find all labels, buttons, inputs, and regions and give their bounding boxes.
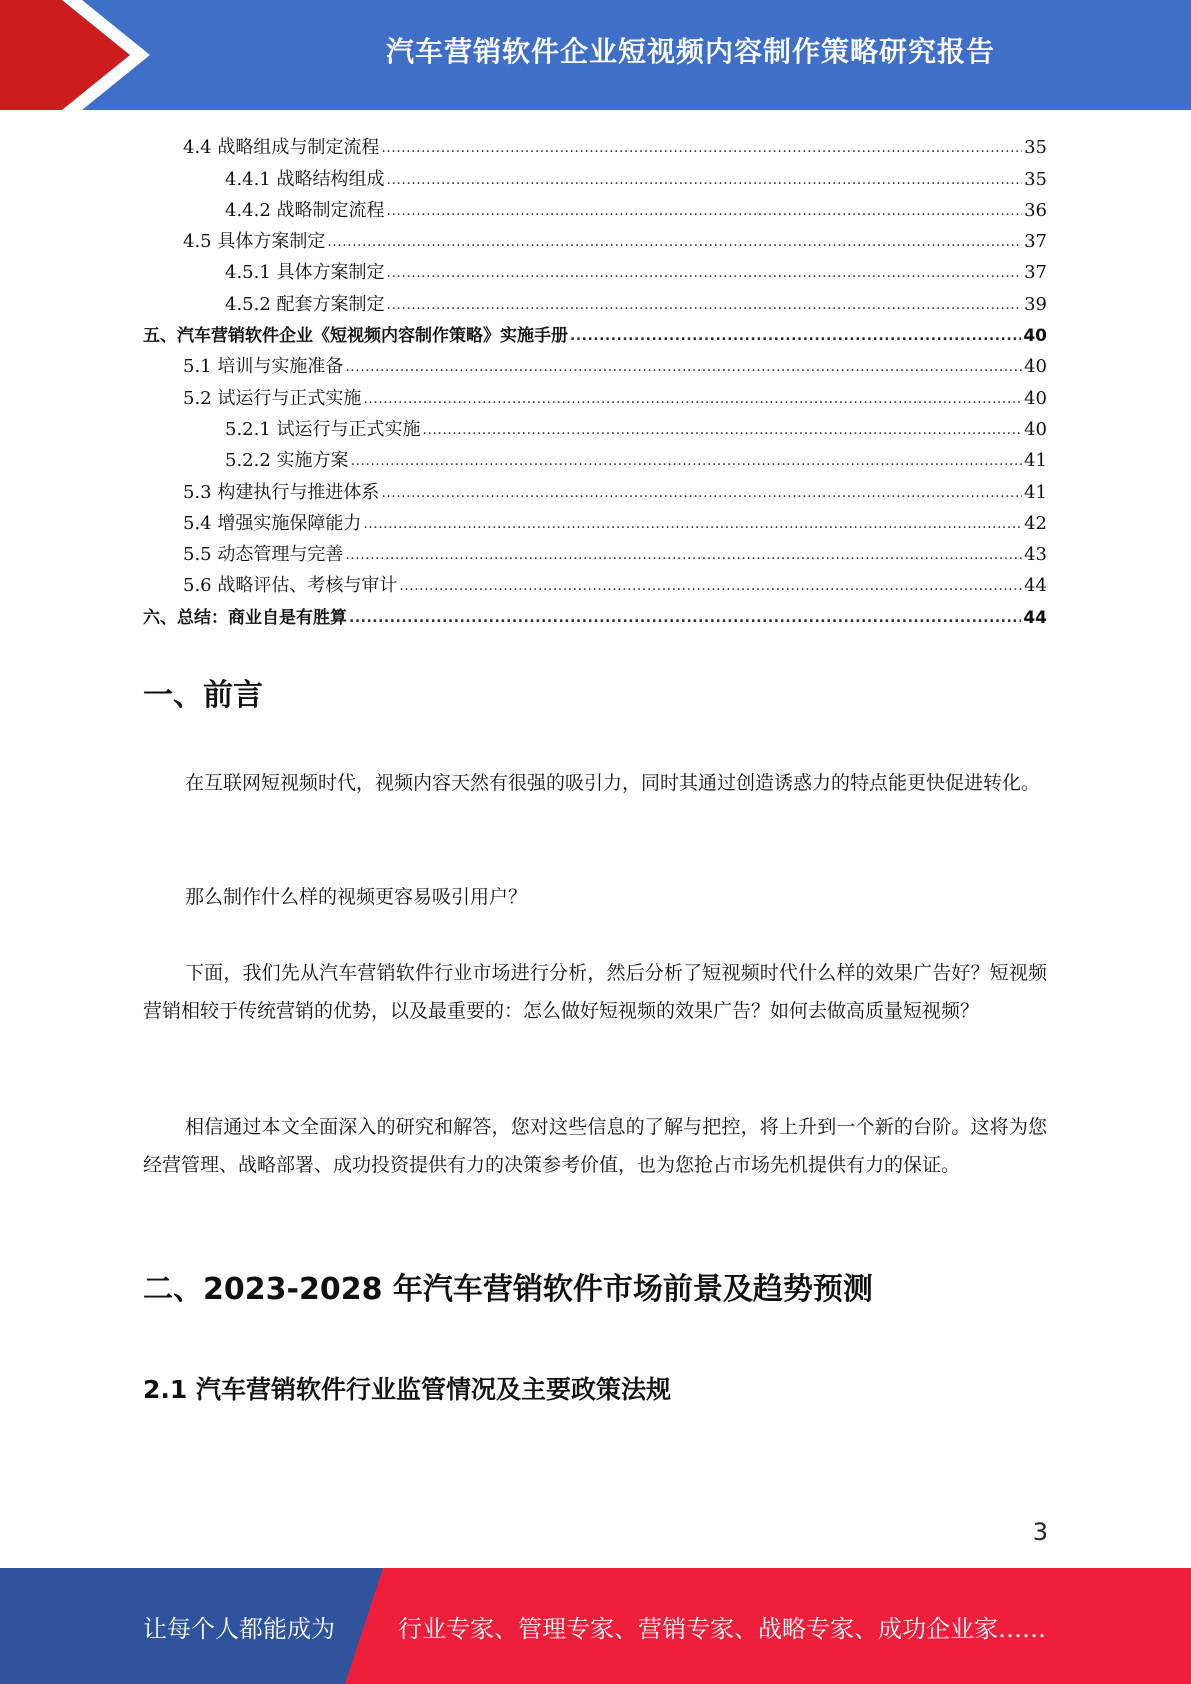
toc-entry-label: 5.4 增强实施保障能力 — [183, 512, 362, 534]
toc-entry-label: 5.2.2 实施方案 — [225, 450, 349, 472]
toc-entry[interactable] — [143, 347, 1047, 378]
toc-leader-dots — [349, 607, 1021, 629]
toc-leader-dots — [387, 169, 1023, 191]
toc-entry[interactable] — [143, 378, 1047, 409]
toc-entry-page: 39 — [1024, 293, 1047, 315]
toc-entry-page: 37 — [1024, 231, 1047, 253]
subsection-heading-regulation: 2.1 汽车营销软件行业监管情况及主要政策法规 — [143, 1375, 671, 1404]
toc-leader-dots — [387, 200, 1023, 222]
paragraph: 那么制作什么样的视频更容易吸引用户？ — [185, 886, 528, 908]
toc-leader-dots — [327, 231, 1022, 253]
report-title: 汽车营销软件企业短视频内容制作策略研究报告 — [385, 35, 995, 68]
toc-entry-label: 4.4 战略组成与制定流程 — [183, 137, 380, 159]
toc-entry-label: 六、总结：商业自是有胜算 — [143, 607, 347, 628]
page-footer — [0, 1568, 1191, 1684]
toc-entry[interactable] — [143, 191, 1047, 222]
toc-entry-page: 35 — [1024, 168, 1047, 190]
toc-entry-page: 44 — [1023, 607, 1047, 628]
toc-leader-dots — [570, 325, 1021, 347]
page-header — [0, 0, 1191, 110]
toc-entry[interactable] — [143, 284, 1047, 315]
toc-entry[interactable] — [143, 566, 1047, 597]
toc-leader-dots — [345, 544, 1022, 566]
paragraph: 下面，我们先从汽车营销软件行业市场进行分析，然后分析了短视频时代什么样的效果广告好？短视频营销相较于传统营销的优势，以及最重要的：怎么做好短视频的效果广告？如何去做高质量短视频？ — [143, 962, 1047, 1022]
toc-entry-page: 43 — [1024, 544, 1047, 566]
toc-entry[interactable] — [143, 472, 1047, 503]
toc-entry[interactable] — [143, 159, 1047, 190]
toc-entry[interactable] — [143, 441, 1047, 472]
toc-leader-dots — [423, 419, 1023, 441]
toc-entry-page: 41 — [1024, 450, 1047, 472]
toc-entry[interactable] — [143, 253, 1047, 284]
toc-entry-label: 5.2 试运行与正式实施 — [183, 387, 362, 409]
toc-entry-label: 4.4.2 战略制定流程 — [225, 199, 385, 221]
toc-entry-label: 4.5 具体方案制定 — [183, 231, 326, 253]
toc-leader-dots — [381, 482, 1022, 504]
toc-entry[interactable] — [143, 504, 1047, 535]
toc-leader-dots — [363, 513, 1022, 535]
toc-entry-label: 5.5 动态管理与完善 — [183, 544, 344, 566]
toc-entry-page: 40 — [1023, 326, 1047, 347]
toc-entry[interactable] — [143, 410, 1047, 441]
toc-entry[interactable] — [143, 597, 1047, 628]
toc-entry-page: 40 — [1024, 418, 1047, 440]
toc-entry-label: 4.5.1 具体方案制定 — [225, 262, 385, 284]
toc-entry-page: 44 — [1024, 575, 1047, 597]
footer-slogan-right: 行业专家、管理专家、营销专家、战略专家、成功企业家…… — [398, 1614, 1046, 1643]
section-heading-market-outlook: 二、2023-2028 年汽车营销软件市场前景及趋势预测 — [143, 1272, 873, 1307]
toc-leader-dots — [387, 294, 1023, 316]
toc-leader-dots — [387, 262, 1023, 284]
toc-entry-page: 35 — [1024, 137, 1047, 159]
toc-entry-page: 40 — [1024, 356, 1047, 378]
paragraph: 在互联网短视频时代，视频内容天然有很强的吸引力，同时其通过创造诱惑力的特点能更快促进转化。 — [185, 772, 1041, 794]
toc-entry-label: 5.6 战略评估、考核与审计 — [183, 575, 398, 597]
footer-slogan-left: 让每个人都能成为 — [143, 1614, 335, 1643]
toc-leader-dots — [363, 388, 1022, 410]
toc-entry-label: 4.4.1 战略结构组成 — [225, 168, 385, 190]
section-heading-preface: 一、前言 — [143, 678, 263, 713]
toc-entry-label: 五、汽车营销软件企业《短视频内容制作策略》实施手册 — [143, 326, 568, 347]
toc-leader-dots — [345, 356, 1022, 378]
table-of-contents — [143, 128, 1047, 629]
toc-entry-label: 5.2.1 试运行与正式实施 — [225, 418, 421, 440]
toc-entry-page: 41 — [1024, 481, 1047, 503]
toc-entry-page: 37 — [1024, 262, 1047, 284]
toc-entry[interactable] — [143, 222, 1047, 253]
toc-leader-dots — [381, 137, 1022, 159]
paragraph: 相信通过本文全面深入的研究和解答，您对这些信息的了解与把控，将上升到一个新的台阶。这将为您经营管理、战略部署、成功投资提供有力的决策参考价值，也为您抢占市场先机提供有力的保证。 — [143, 1116, 1047, 1176]
toc-leader-dots — [399, 575, 1022, 597]
toc-entry-label: 4.5.2 配套方案制定 — [225, 293, 385, 315]
toc-entry-label: 5.1 培训与实施准备 — [183, 356, 344, 378]
toc-entry[interactable] — [143, 128, 1047, 159]
toc-entry-page: 42 — [1024, 512, 1047, 534]
toc-entry-page: 36 — [1024, 199, 1047, 221]
toc-entry-label: 5.3 构建执行与推进体系 — [183, 481, 380, 503]
toc-entry-page: 40 — [1024, 387, 1047, 409]
page-number: 3 — [1032, 1518, 1048, 1546]
toc-leader-dots — [351, 450, 1023, 472]
toc-entry[interactable] — [143, 316, 1047, 347]
toc-entry[interactable] — [143, 535, 1047, 566]
